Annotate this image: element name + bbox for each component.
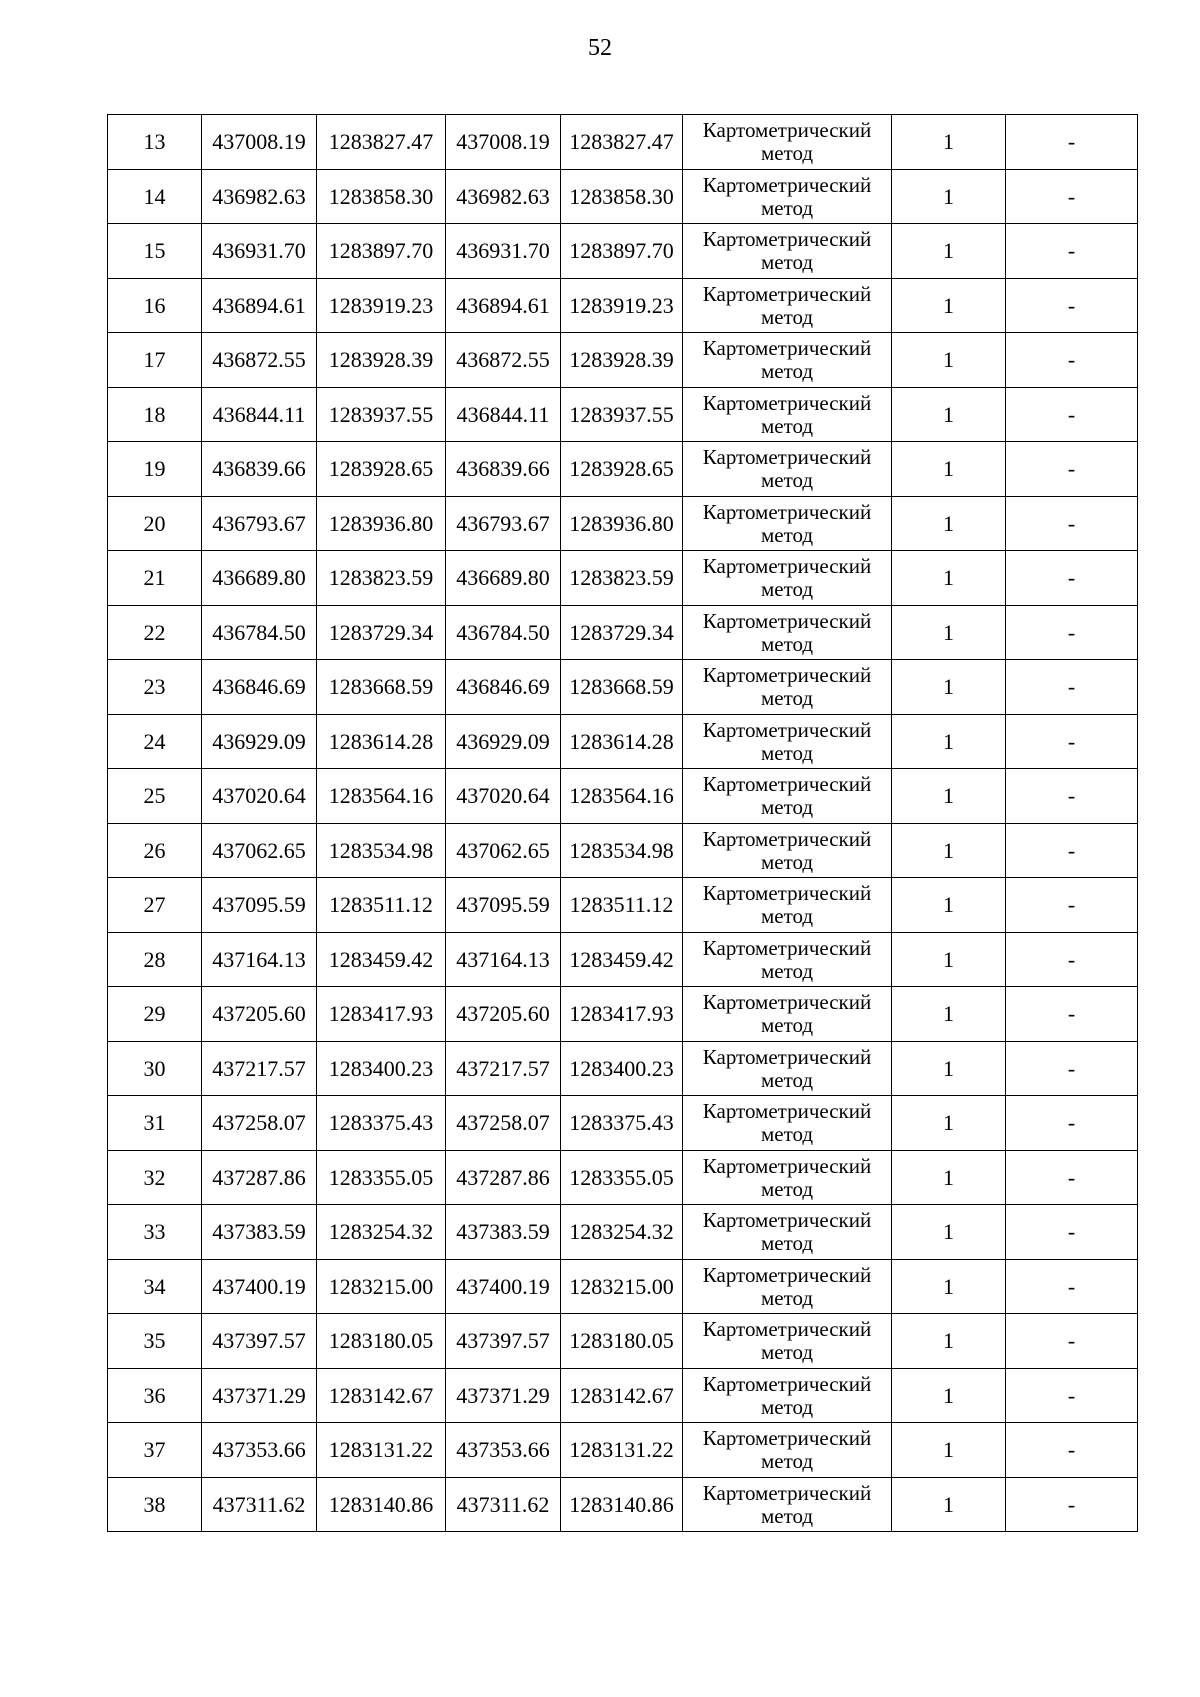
x-existing-cell: 436784.50 — [202, 605, 317, 660]
accuracy-cell: 1 — [892, 878, 1006, 933]
method-label-line2: метод — [760, 304, 814, 329]
point-number-cell: 22 — [108, 605, 202, 660]
x-existing-cell: 437008.19 — [202, 115, 317, 170]
x-refined-cell: 436929.09 — [446, 714, 561, 769]
x-refined-cell: 437311.62 — [446, 1477, 561, 1532]
accuracy-cell: 1 — [892, 1314, 1006, 1369]
y-existing-cell: 1283937.55 — [317, 387, 446, 442]
method-cell — [683, 1423, 892, 1478]
y-existing-cell: 1283928.39 — [317, 333, 446, 388]
table-row — [108, 278, 1138, 333]
x-existing-cell: 437397.57 — [202, 1314, 317, 1369]
point-number-cell: 33 — [108, 1205, 202, 1260]
y-existing-cell: 1283534.98 — [317, 823, 446, 878]
note-cell: - — [1006, 115, 1138, 170]
accuracy-cell: 1 — [892, 496, 1006, 551]
x-existing-cell: 436839.66 — [202, 442, 317, 497]
point-number-cell: 23 — [108, 660, 202, 715]
method-label-line1: Картометрический — [702, 554, 872, 579]
x-existing-cell: 436793.67 — [202, 496, 317, 551]
y-refined-cell: 1283928.39 — [561, 333, 683, 388]
x-existing-cell: 437217.57 — [202, 1041, 317, 1096]
note-cell: - — [1006, 769, 1138, 824]
y-existing-cell: 1283928.65 — [317, 442, 446, 497]
method-label-line2: метод — [760, 1122, 814, 1147]
y-existing-cell: 1283897.70 — [317, 224, 446, 279]
note-cell: - — [1006, 660, 1138, 715]
method-label-line1: Картометрический — [702, 935, 872, 960]
method-label-line2: метод — [760, 1503, 814, 1528]
x-existing-cell: 436846.69 — [202, 660, 317, 715]
table-row — [108, 1096, 1138, 1151]
point-number-cell: 16 — [108, 278, 202, 333]
note-cell: - — [1006, 551, 1138, 606]
point-number-cell: 35 — [108, 1314, 202, 1369]
y-refined-cell: 1283897.70 — [561, 224, 683, 279]
method-label-line2: метод — [760, 468, 814, 493]
point-number-cell: 19 — [108, 442, 202, 497]
accuracy-cell: 1 — [892, 1477, 1006, 1532]
y-existing-cell: 1283400.23 — [317, 1041, 446, 1096]
y-existing-cell: 1283614.28 — [317, 714, 446, 769]
note-cell: - — [1006, 1314, 1138, 1369]
y-refined-cell: 1283827.47 — [561, 115, 683, 170]
y-refined-cell: 1283254.32 — [561, 1205, 683, 1260]
y-existing-cell: 1283375.43 — [317, 1096, 446, 1151]
method-cell — [683, 496, 892, 551]
method-cell — [683, 769, 892, 824]
y-existing-cell: 1283355.05 — [317, 1150, 446, 1205]
note-cell: - — [1006, 1259, 1138, 1314]
point-number-cell: 20 — [108, 496, 202, 551]
x-refined-cell: 436846.69 — [446, 660, 561, 715]
method-cell — [683, 605, 892, 660]
method-label-line1: Картометрический — [702, 227, 872, 252]
method-label-line1: Картометрический — [702, 826, 872, 851]
coordinates-table — [107, 114, 1138, 1532]
method-label-line1: Картометрический — [702, 336, 872, 361]
point-number-cell: 31 — [108, 1096, 202, 1151]
y-refined-cell: 1283511.12 — [561, 878, 683, 933]
y-refined-cell: 1283729.34 — [561, 605, 683, 660]
note-cell: - — [1006, 1205, 1138, 1260]
method-cell — [683, 1041, 892, 1096]
y-refined-cell: 1283131.22 — [561, 1423, 683, 1478]
note-cell: - — [1006, 224, 1138, 279]
x-refined-cell: 436982.63 — [446, 169, 561, 224]
method-cell — [683, 278, 892, 333]
y-refined-cell: 1283142.67 — [561, 1368, 683, 1423]
method-label-line2: метод — [760, 795, 814, 820]
y-existing-cell: 1283936.80 — [317, 496, 446, 551]
x-refined-cell: 436844.11 — [446, 387, 561, 442]
x-refined-cell: 437287.86 — [446, 1150, 561, 1205]
point-number-cell: 21 — [108, 551, 202, 606]
y-refined-cell: 1283417.93 — [561, 987, 683, 1042]
accuracy-cell: 1 — [892, 987, 1006, 1042]
x-refined-cell: 437008.19 — [446, 115, 561, 170]
y-existing-cell: 1283142.67 — [317, 1368, 446, 1423]
note-cell: - — [1006, 387, 1138, 442]
y-refined-cell: 1283375.43 — [561, 1096, 683, 1151]
table-row — [108, 1477, 1138, 1532]
table-row — [108, 551, 1138, 606]
method-label-line2: метод — [760, 1013, 814, 1038]
y-refined-cell: 1283215.00 — [561, 1259, 683, 1314]
y-existing-cell: 1283254.32 — [317, 1205, 446, 1260]
accuracy-cell: 1 — [892, 442, 1006, 497]
accuracy-cell: 1 — [892, 169, 1006, 224]
y-existing-cell: 1283131.22 — [317, 1423, 446, 1478]
method-label-line2: метод — [760, 413, 814, 438]
accuracy-cell: 1 — [892, 769, 1006, 824]
y-existing-cell: 1283140.86 — [317, 1477, 446, 1532]
x-refined-cell: 437095.59 — [446, 878, 561, 933]
note-cell: - — [1006, 1423, 1138, 1478]
method-label-line2: метод — [760, 1394, 814, 1419]
method-label-line1: Картометрический — [702, 1208, 872, 1233]
x-refined-cell: 436931.70 — [446, 224, 561, 279]
x-existing-cell: 436982.63 — [202, 169, 317, 224]
table-row — [108, 1368, 1138, 1423]
point-number-cell: 15 — [108, 224, 202, 279]
table-row — [108, 333, 1138, 388]
note-cell: - — [1006, 878, 1138, 933]
note-cell: - — [1006, 1150, 1138, 1205]
x-refined-cell: 437217.57 — [446, 1041, 561, 1096]
method-label-line2: метод — [760, 686, 814, 711]
y-refined-cell: 1283937.55 — [561, 387, 683, 442]
accuracy-cell: 1 — [892, 1150, 1006, 1205]
method-cell — [683, 714, 892, 769]
x-existing-cell: 436929.09 — [202, 714, 317, 769]
x-existing-cell: 437311.62 — [202, 1477, 317, 1532]
point-number-cell: 25 — [108, 769, 202, 824]
table-row — [108, 605, 1138, 660]
y-refined-cell: 1283400.23 — [561, 1041, 683, 1096]
note-cell: - — [1006, 496, 1138, 551]
note-cell: - — [1006, 932, 1138, 987]
table-row — [108, 660, 1138, 715]
x-refined-cell: 436839.66 — [446, 442, 561, 497]
point-number-cell: 27 — [108, 878, 202, 933]
y-existing-cell: 1283459.42 — [317, 932, 446, 987]
y-existing-cell: 1283823.59 — [317, 551, 446, 606]
method-label-line2: метод — [760, 141, 814, 166]
method-cell — [683, 1314, 892, 1369]
method-label-line1: Картометрический — [702, 390, 872, 415]
method-cell — [683, 660, 892, 715]
method-label-line1: Картометрический — [702, 172, 872, 197]
point-number-cell: 18 — [108, 387, 202, 442]
note-cell: - — [1006, 987, 1138, 1042]
y-existing-cell: 1283858.30 — [317, 169, 446, 224]
accuracy-cell: 1 — [892, 224, 1006, 279]
y-refined-cell: 1283668.59 — [561, 660, 683, 715]
accuracy-cell: 1 — [892, 660, 1006, 715]
method-label-line2: метод — [760, 1285, 814, 1310]
note-cell: - — [1006, 278, 1138, 333]
point-number-cell: 36 — [108, 1368, 202, 1423]
note-cell: - — [1006, 714, 1138, 769]
x-existing-cell: 437205.60 — [202, 987, 317, 1042]
method-label-line1: Картометрический — [702, 772, 872, 797]
method-label-line2: метод — [760, 849, 814, 874]
method-label-line2: метод — [760, 522, 814, 547]
method-label-line2: метод — [760, 1231, 814, 1256]
method-label-line1: Картометрический — [702, 1153, 872, 1178]
note-cell: - — [1006, 1096, 1138, 1151]
x-existing-cell: 437353.66 — [202, 1423, 317, 1478]
method-cell — [683, 333, 892, 388]
y-existing-cell: 1283729.34 — [317, 605, 446, 660]
method-label-line1: Картометрический — [702, 663, 872, 688]
method-label-line1: Картометрический — [702, 281, 872, 306]
y-refined-cell: 1283858.30 — [561, 169, 683, 224]
table-row — [108, 823, 1138, 878]
point-number-cell: 17 — [108, 333, 202, 388]
table-row — [108, 387, 1138, 442]
x-existing-cell: 437371.29 — [202, 1368, 317, 1423]
method-cell — [683, 878, 892, 933]
y-refined-cell: 1283534.98 — [561, 823, 683, 878]
method-label-line1: Картометрический — [702, 881, 872, 906]
method-cell — [683, 1205, 892, 1260]
x-refined-cell: 437371.29 — [446, 1368, 561, 1423]
table-row — [108, 115, 1138, 170]
method-label-line1: Картометрический — [702, 1044, 872, 1069]
accuracy-cell: 1 — [892, 115, 1006, 170]
x-existing-cell: 436931.70 — [202, 224, 317, 279]
table-row — [108, 169, 1138, 224]
table-row — [108, 1205, 1138, 1260]
x-existing-cell: 436894.61 — [202, 278, 317, 333]
point-number-cell: 24 — [108, 714, 202, 769]
x-existing-cell: 437400.19 — [202, 1259, 317, 1314]
y-existing-cell: 1283180.05 — [317, 1314, 446, 1369]
table-row — [108, 1314, 1138, 1369]
accuracy-cell: 1 — [892, 1259, 1006, 1314]
method-cell — [683, 169, 892, 224]
y-existing-cell: 1283564.16 — [317, 769, 446, 824]
x-refined-cell: 437020.64 — [446, 769, 561, 824]
method-cell — [683, 1096, 892, 1151]
accuracy-cell: 1 — [892, 1205, 1006, 1260]
method-label-line1: Картометрический — [702, 118, 872, 143]
table-body — [108, 115, 1138, 1532]
note-cell: - — [1006, 169, 1138, 224]
y-refined-cell: 1283180.05 — [561, 1314, 683, 1369]
method-label-line2: метод — [760, 1340, 814, 1365]
x-refined-cell: 437258.07 — [446, 1096, 561, 1151]
x-existing-cell: 436844.11 — [202, 387, 317, 442]
table-row — [108, 496, 1138, 551]
y-refined-cell: 1283355.05 — [561, 1150, 683, 1205]
point-number-cell: 28 — [108, 932, 202, 987]
y-existing-cell: 1283827.47 — [317, 115, 446, 170]
method-cell — [683, 987, 892, 1042]
method-label-line1: Картометрический — [702, 1317, 872, 1342]
point-number-cell: 29 — [108, 987, 202, 1042]
note-cell: - — [1006, 1368, 1138, 1423]
note-cell: - — [1006, 1041, 1138, 1096]
y-refined-cell: 1283928.65 — [561, 442, 683, 497]
method-label-line1: Картометрический — [702, 1371, 872, 1396]
accuracy-cell: 1 — [892, 605, 1006, 660]
accuracy-cell: 1 — [892, 823, 1006, 878]
method-label-line1: Картометрический — [702, 1262, 872, 1287]
x-existing-cell: 437383.59 — [202, 1205, 317, 1260]
note-cell: - — [1006, 823, 1138, 878]
method-cell — [683, 551, 892, 606]
x-existing-cell: 437258.07 — [202, 1096, 317, 1151]
y-existing-cell: 1283668.59 — [317, 660, 446, 715]
accuracy-cell: 1 — [892, 278, 1006, 333]
x-refined-cell: 437205.60 — [446, 987, 561, 1042]
x-existing-cell: 436872.55 — [202, 333, 317, 388]
y-refined-cell: 1283140.86 — [561, 1477, 683, 1532]
y-existing-cell: 1283919.23 — [317, 278, 446, 333]
accuracy-cell: 1 — [892, 1041, 1006, 1096]
method-cell — [683, 823, 892, 878]
method-label-line2: метод — [760, 631, 814, 656]
x-existing-cell: 437062.65 — [202, 823, 317, 878]
method-label-line2: метод — [760, 904, 814, 929]
y-refined-cell: 1283564.16 — [561, 769, 683, 824]
x-refined-cell: 437353.66 — [446, 1423, 561, 1478]
x-refined-cell: 437383.59 — [446, 1205, 561, 1260]
accuracy-cell: 1 — [892, 714, 1006, 769]
method-label-line1: Картометрический — [702, 499, 872, 524]
table-row — [108, 442, 1138, 497]
x-existing-cell: 436689.80 — [202, 551, 317, 606]
method-cell — [683, 115, 892, 170]
table-row — [108, 987, 1138, 1042]
method-cell — [683, 1259, 892, 1314]
method-label-line2: метод — [760, 958, 814, 983]
note-cell: - — [1006, 605, 1138, 660]
y-refined-cell: 1283614.28 — [561, 714, 683, 769]
method-label-line1: Картометрический — [702, 717, 872, 742]
method-label-line2: метод — [760, 1067, 814, 1092]
table-row — [108, 1423, 1138, 1478]
point-number-cell: 37 — [108, 1423, 202, 1478]
method-cell — [683, 1368, 892, 1423]
point-number-cell: 38 — [108, 1477, 202, 1532]
page-number: 52 — [588, 35, 612, 61]
accuracy-cell: 1 — [892, 387, 1006, 442]
accuracy-cell: 1 — [892, 1423, 1006, 1478]
point-number-cell: 13 — [108, 115, 202, 170]
method-label-line1: Картометрический — [702, 1099, 872, 1124]
table-row — [108, 769, 1138, 824]
method-label-line2: метод — [760, 250, 814, 275]
x-existing-cell: 437164.13 — [202, 932, 317, 987]
table-row — [108, 1259, 1138, 1314]
table-row — [108, 1150, 1138, 1205]
method-label-line1: Картометрический — [702, 1426, 872, 1451]
y-refined-cell: 1283919.23 — [561, 278, 683, 333]
x-refined-cell: 437400.19 — [446, 1259, 561, 1314]
accuracy-cell: 1 — [892, 333, 1006, 388]
method-cell — [683, 387, 892, 442]
method-label-line1: Картометрический — [702, 1480, 872, 1505]
method-label-line2: метод — [760, 740, 814, 765]
method-label-line1: Картометрический — [702, 990, 872, 1015]
method-label-line1: Картометрический — [702, 608, 872, 633]
method-label-line2: метод — [760, 577, 814, 602]
y-existing-cell: 1283417.93 — [317, 987, 446, 1042]
x-refined-cell: 436689.80 — [446, 551, 561, 606]
y-existing-cell: 1283215.00 — [317, 1259, 446, 1314]
point-number-cell: 34 — [108, 1259, 202, 1314]
note-cell: - — [1006, 442, 1138, 497]
y-refined-cell: 1283936.80 — [561, 496, 683, 551]
point-number-cell: 26 — [108, 823, 202, 878]
table-row — [108, 224, 1138, 279]
accuracy-cell: 1 — [892, 551, 1006, 606]
method-cell — [683, 442, 892, 497]
point-number-cell: 30 — [108, 1041, 202, 1096]
y-existing-cell: 1283511.12 — [317, 878, 446, 933]
x-existing-cell: 437095.59 — [202, 878, 317, 933]
y-refined-cell: 1283459.42 — [561, 932, 683, 987]
note-cell: - — [1006, 1477, 1138, 1532]
x-refined-cell: 436872.55 — [446, 333, 561, 388]
x-refined-cell: 436793.67 — [446, 496, 561, 551]
y-refined-cell: 1283823.59 — [561, 551, 683, 606]
point-number-cell: 14 — [108, 169, 202, 224]
accuracy-cell: 1 — [892, 932, 1006, 987]
table-row — [108, 714, 1138, 769]
x-refined-cell: 436784.50 — [446, 605, 561, 660]
method-label-line2: метод — [760, 195, 814, 220]
x-existing-cell: 437287.86 — [202, 1150, 317, 1205]
method-label-line1: Картометрический — [702, 445, 872, 470]
method-cell — [683, 1150, 892, 1205]
note-cell: - — [1006, 333, 1138, 388]
method-label-line2: метод — [760, 1449, 814, 1474]
x-refined-cell: 437062.65 — [446, 823, 561, 878]
accuracy-cell: 1 — [892, 1368, 1006, 1423]
method-cell — [683, 1477, 892, 1532]
method-label-line2: метод — [760, 1176, 814, 1201]
x-refined-cell: 437397.57 — [446, 1314, 561, 1369]
x-refined-cell: 437164.13 — [446, 932, 561, 987]
method-cell — [683, 932, 892, 987]
table-row — [108, 1041, 1138, 1096]
table-row — [108, 878, 1138, 933]
accuracy-cell: 1 — [892, 1096, 1006, 1151]
x-refined-cell: 436894.61 — [446, 278, 561, 333]
point-number-cell: 32 — [108, 1150, 202, 1205]
method-cell — [683, 224, 892, 279]
method-label-line2: метод — [760, 359, 814, 384]
x-existing-cell: 437020.64 — [202, 769, 317, 824]
table-row — [108, 932, 1138, 987]
